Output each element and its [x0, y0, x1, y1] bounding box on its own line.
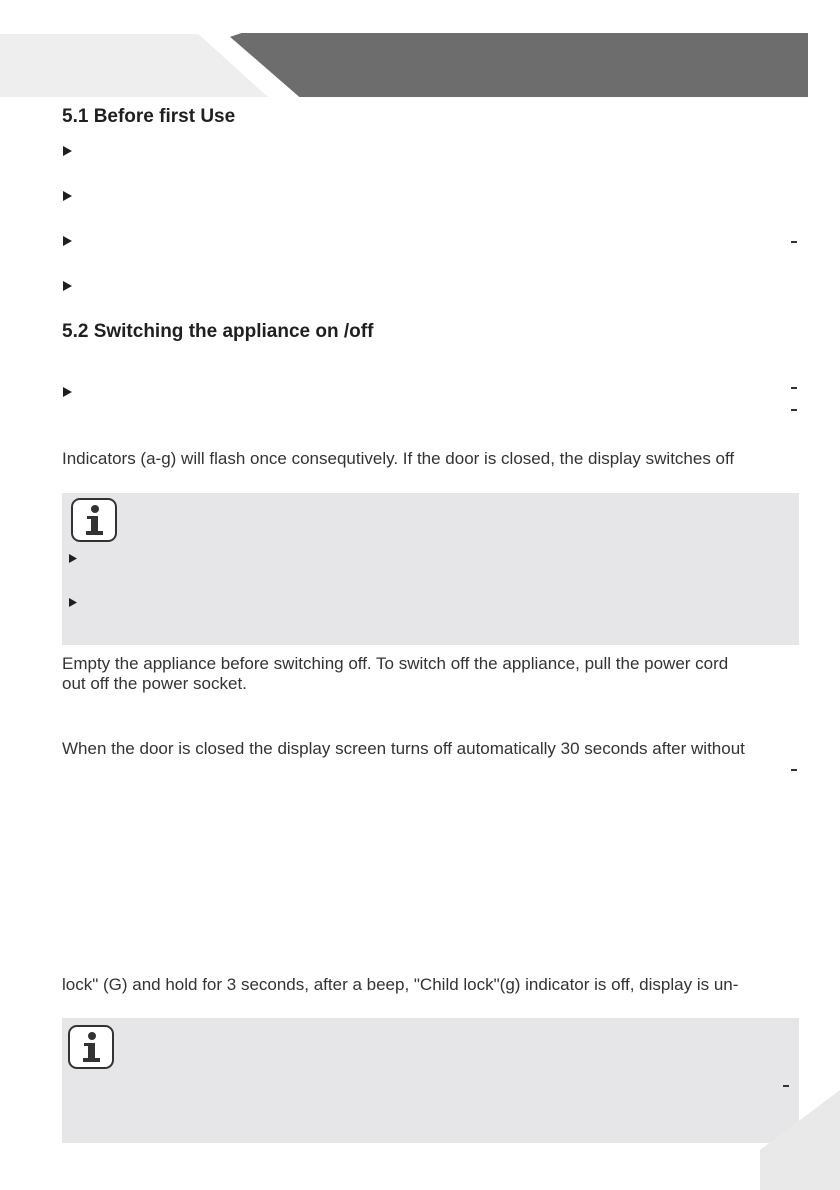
- child-lock-paragraph: lock" (G) and hold for 3 seconds, after a beep, "Child lock"(g) indicator is off, display is un-: [62, 975, 739, 994]
- hyphen-mark: [791, 409, 797, 411]
- indicators-paragraph: Indicators (a-g) will flash once consequtively. If the door is closed, the display switches off: [62, 449, 735, 468]
- bullet-arrow-icon: [63, 191, 72, 201]
- header-banner-right: [230, 33, 808, 97]
- info-icon: [68, 1025, 114, 1069]
- section-5-2-heading: 5.2 Switching the appliance on /off: [62, 321, 374, 342]
- hyphen-mark: [783, 1085, 789, 1087]
- door-closed-paragraph: When the door is closed the display screen turns off automatically 30 seconds after without: [62, 739, 745, 758]
- hyphen-mark: [791, 769, 797, 771]
- bullet-arrow-icon: [63, 387, 72, 397]
- section-5-1-heading: 5.1 Before first Use: [62, 106, 236, 127]
- empty-appliance-line-2: out off the power socket.: [62, 674, 247, 693]
- info-note-box: [62, 1018, 799, 1143]
- info-icon: [71, 498, 117, 542]
- info-note-box: [62, 493, 799, 645]
- bullet-arrow-icon: [63, 146, 72, 156]
- bullet-arrow-icon: [63, 281, 72, 291]
- bullet-arrow-icon: [69, 598, 77, 607]
- bullet-arrow-icon: [63, 236, 72, 246]
- hyphen-mark: [791, 387, 797, 389]
- bullet-arrow-icon: [69, 554, 77, 563]
- hyphen-mark: [791, 241, 797, 243]
- header-banner-left: [0, 34, 268, 97]
- empty-appliance-line-1: Empty the appliance before switching off. To switch off the appliance, pull the power cord: [62, 654, 729, 673]
